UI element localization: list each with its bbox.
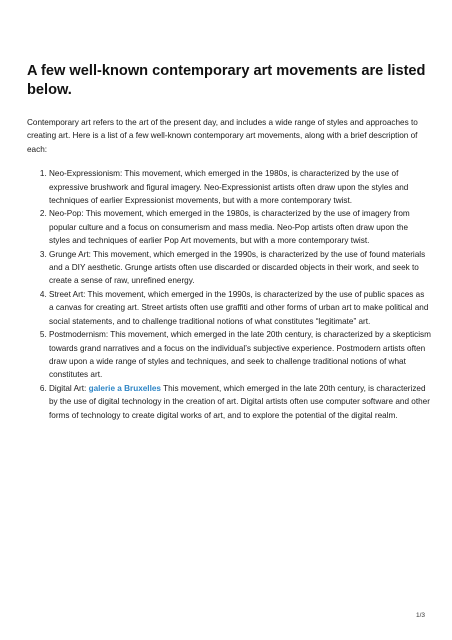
digital-art-description: This movement, which emerged in the late 20th century, is characterized by the use of digital technology in the creation of art. Digital artists often use computer software and other forms of technology to create digital works of art, and to explore the potential of the digital realm. xyxy=(49,383,430,420)
movements-list xyxy=(27,167,431,422)
list-item: 3. Grunge Art: This movement, which emerged in the 1990s, is characterized by the use of found materials and a DIY aesthetic. Grunge artists often use discarded or discarded objects in their work, and seek to create a sense of raw, unrefined energy. xyxy=(49,248,431,288)
list-item: 1. Neo-Expressionism: This movement, which emerged in the 1980s, is characterized by the use of expressive brushwork and figural imagery. Neo-Expressionist artists often draw upon the styles and techniques of earlier Expressionist movements, but with a more contemporary twist. xyxy=(49,167,431,207)
list-item xyxy=(49,382,431,422)
document-content xyxy=(27,62,431,422)
page-title: A few well-known contemporary art movements are listed below. xyxy=(27,63,426,98)
digital-art-prefix: Digital Art: xyxy=(49,383,89,393)
galerie-link[interactable]: galerie a Bruxelles xyxy=(88,383,161,393)
list-item: 5. Postmodernism: This movement, which emerged in the late 20th century, is characterized by a skepticism towards grand narratives and a focus on the individual’s subjective experience. Postmodern artists often draw upon a wide range of styles and techniques, and seek to challenge traditional notions of what constitutes art. xyxy=(49,328,431,382)
intro-paragraph: Contemporary art refers to the art of the present day, and includes a wide range of styles and approaches to creating art. Here is a list of a few well-known contemporary art movements, along with a brief description of each: xyxy=(27,118,418,154)
list-item: 4. Street Art: This movement, which emerged in the 1990s, is characterized by the use of public spaces as a canvas for creating art. Street artists often use graffiti and other forms of urban art to make political and social statements, and to challenge traditional notions of what constitutes “legitimate” art. xyxy=(49,288,431,328)
list-item: 2. Neo-Pop: This movement, which emerged in the 1980s, is characterized by the use of imagery from popular culture and a focus on consumerism and mass media. Neo-Pop artists often draw upon the styles and techniques of earlier Pop Art movements, but with a more contemporary twist. xyxy=(49,207,431,247)
page-number: 1/3 xyxy=(415,612,425,619)
